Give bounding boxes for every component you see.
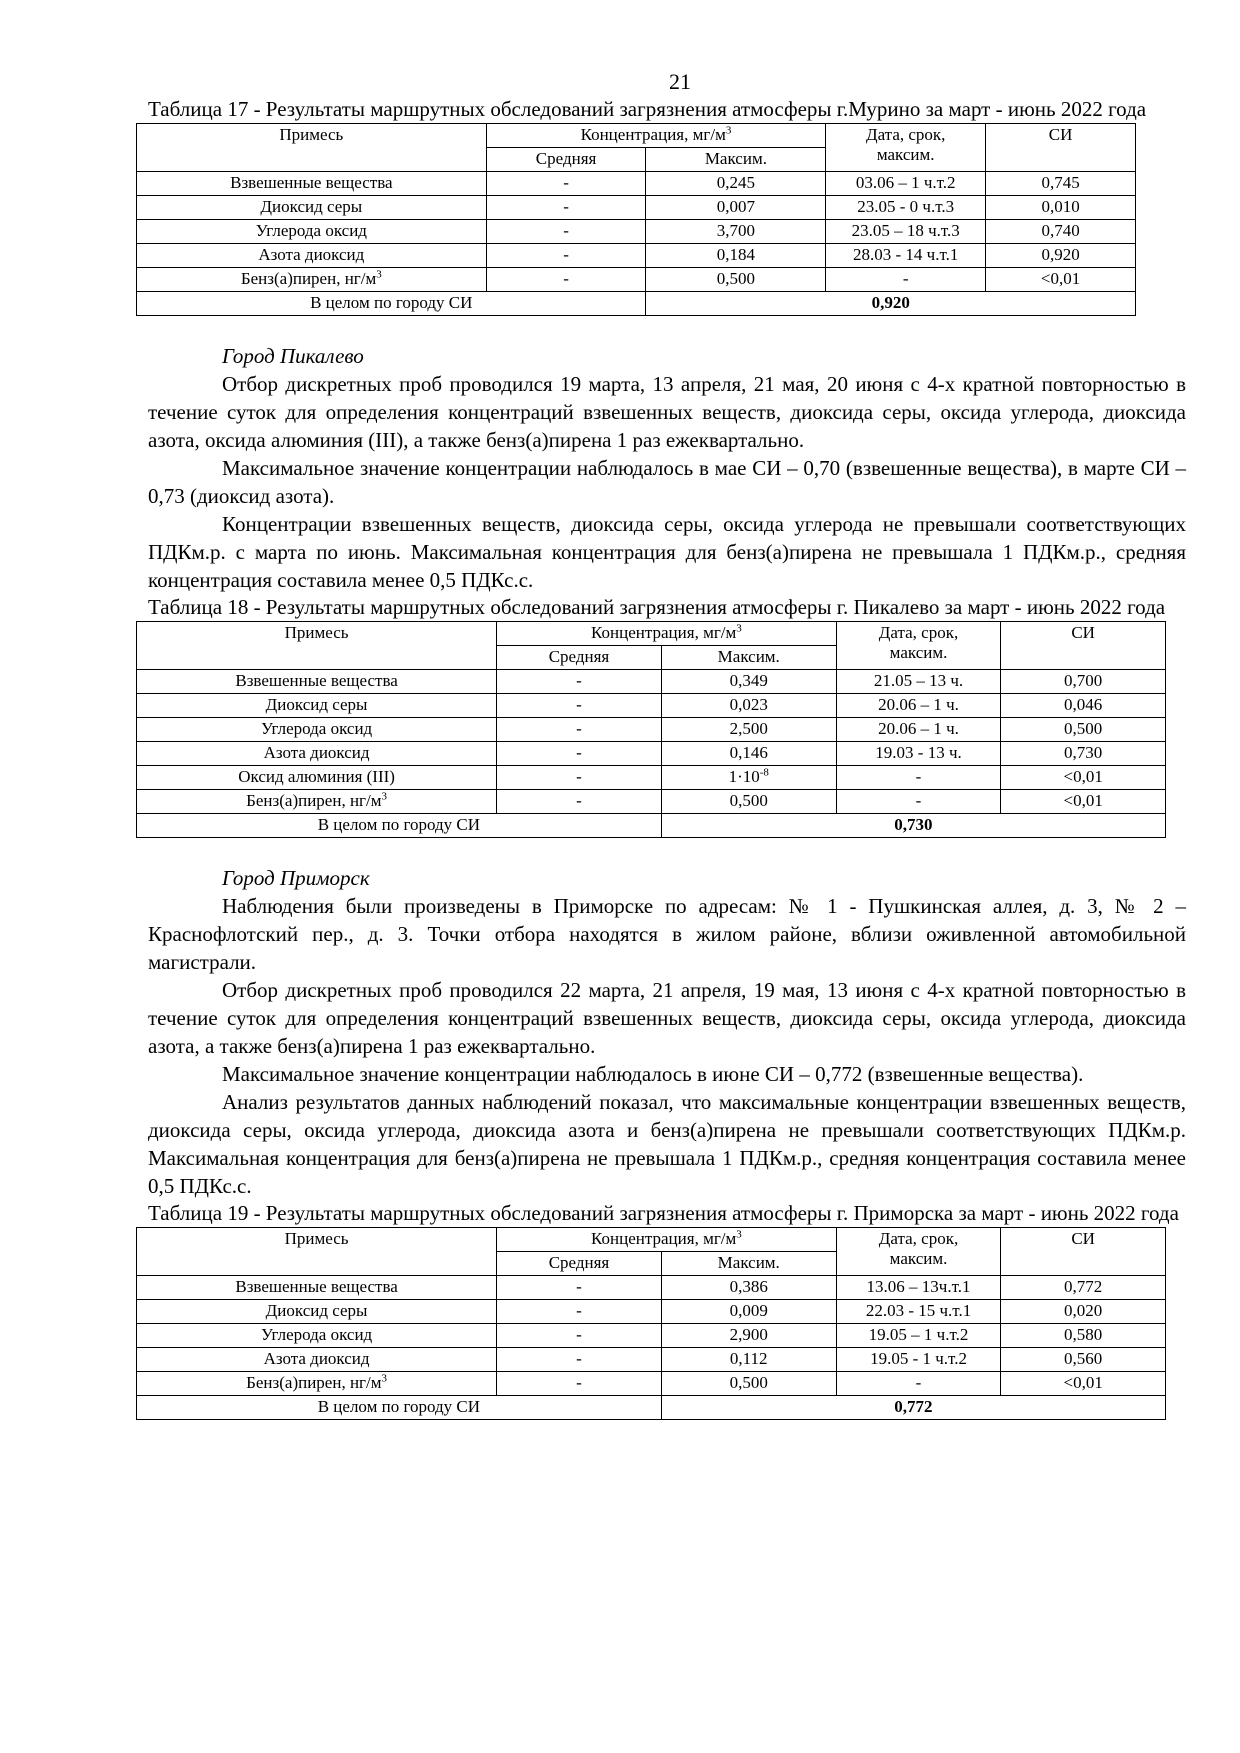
- table-row: [137, 742, 1166, 766]
- substance-name: Углерода оксид: [260, 719, 373, 738]
- header-concentration-text: Концентрация, мг/м: [591, 1229, 737, 1248]
- cell-si: 0,740: [986, 220, 1136, 244]
- cell-max: [661, 742, 836, 766]
- cell-average: -: [497, 1300, 662, 1324]
- total-row: [137, 1396, 1166, 1420]
- table-17-caption: Таблица 17 - Результаты маршрутных обследований загрязнения атмосферы г.Мурино за март - июнь 2022 года: [148, 97, 1147, 121]
- paragraph: Отбор дискретных проб проводился 19 марта, 13 апреля, 21 мая, 20 июня с 4-х кратной повторностью в течение суток для определения концентраций взвешенных веществ, диоксида серы, оксида углерода, диоксида азота, оксида алюминия (III), а также бенз(а)пирена 1 раз ежеквартально.: [148, 372, 1186, 452]
- header-average: Средняя: [486, 148, 646, 172]
- header-concentration-text: Концентрация, мг/м: [580, 125, 726, 144]
- table-row: [137, 244, 1136, 268]
- header-concentration: [486, 124, 826, 148]
- substance-name: Азота диоксид: [263, 1349, 370, 1368]
- table-18-caption: Таблица 18 - Результаты маршрутных обследований загрязнения атмосферы г. Пикалево за март - июнь 2022 года: [148, 595, 1166, 619]
- cell-max: [646, 196, 826, 220]
- table-17: [136, 123, 1136, 316]
- table-row: [137, 1372, 1166, 1396]
- header-max: Максим.: [646, 148, 826, 172]
- cell-max: [661, 694, 836, 718]
- cell-date: 13.06 – 13ч.т.1: [836, 1276, 1001, 1300]
- cell-si: <0,01: [986, 268, 1136, 292]
- paragraph: Концентрации взвешенных веществ, диоксида серы, оксида углерода не превышали соответствующих ПДКм.р. с марта по июнь. Максимальная концентрация для бенз(а)пирена не превышала 1 ПДКм.р., средняя концентрация составила менее 0,5 ПДКс.с.: [148, 512, 1186, 592]
- table-row: [137, 172, 1136, 196]
- max-value: 0,112: [729, 1349, 768, 1368]
- table-row: [137, 1300, 1166, 1324]
- max-value: 0,500: [729, 1373, 768, 1392]
- max-value: 2,900: [729, 1325, 768, 1344]
- cell-substance: [137, 1348, 497, 1372]
- cell-max: [661, 1348, 836, 1372]
- total-label: В целом по городу СИ: [137, 292, 646, 316]
- cell-date: 23.05 - 0 ч.т.3: [826, 196, 986, 220]
- table-row: [137, 790, 1166, 814]
- header-substance: Примесь: [137, 124, 487, 172]
- substance-name: Диоксид серы: [260, 197, 363, 216]
- substance-name: Азота диоксид: [263, 743, 370, 762]
- cell-max: [661, 790, 836, 814]
- header-concentration-sup: 3: [725, 124, 732, 137]
- cell-date: -: [836, 766, 1001, 790]
- cell-max: [646, 268, 826, 292]
- cell-average: -: [497, 694, 662, 718]
- table-row: [137, 670, 1166, 694]
- max-value: 0,349: [729, 671, 768, 690]
- header-concentration: [497, 1228, 837, 1252]
- cell-si: 0,580: [1001, 1324, 1166, 1348]
- cell-si: 0,745: [986, 172, 1136, 196]
- table-19: [136, 1227, 1166, 1420]
- table-row: [137, 718, 1166, 742]
- substance-name: Диоксид серы: [265, 695, 368, 714]
- max-value: 0,386: [729, 1277, 768, 1296]
- cell-si: 0,010: [986, 196, 1136, 220]
- max-value: 0,500: [729, 791, 768, 810]
- substance-name: Взвешенные вещества: [235, 1277, 398, 1296]
- cell-date: -: [826, 268, 986, 292]
- cell-average: -: [497, 670, 662, 694]
- cell-max: [661, 1300, 836, 1324]
- max-value: 2,500: [729, 719, 768, 738]
- cell-max: [661, 670, 836, 694]
- cell-average: -: [497, 766, 662, 790]
- substance-name: Бенз(а)пирен, нг/м: [246, 1373, 382, 1392]
- total-label: В целом по городу СИ: [137, 1396, 662, 1420]
- substance-name: Бенз(а)пирен, нг/м: [240, 269, 377, 288]
- substance-name-sup: 3: [376, 268, 382, 281]
- cell-date: 03.06 – 1 ч.т.2: [826, 172, 986, 196]
- cell-substance: [137, 790, 497, 814]
- header-row: [137, 622, 1166, 646]
- header-si: СИ: [986, 124, 1136, 172]
- document-page: [148, 68, 1186, 1420]
- cell-average: -: [497, 790, 662, 814]
- cell-si: 0,772: [1001, 1276, 1166, 1300]
- cell-max: [646, 244, 826, 268]
- cell-max: [661, 1372, 836, 1396]
- max-value: 0,146: [729, 743, 768, 762]
- cell-substance: [137, 694, 497, 718]
- cell-average: -: [486, 196, 646, 220]
- substance-name: Углерода оксид: [255, 221, 367, 240]
- header-max: Максим.: [661, 646, 836, 670]
- substance-name: Бенз(а)пирен, нг/м: [246, 791, 382, 810]
- cell-average: -: [486, 172, 646, 196]
- paragraph: Наблюдения были произведены в Приморске по адресам: № 1 - Пушкинская аллея, д. 3, № 2 – Краснофлотский пер., д. 3. Точки отбора находятся в жилом районе, вблизи оживленной автомобильной магистрали.: [148, 894, 1186, 974]
- cell-substance: [137, 244, 487, 268]
- city-heading-pikalevo: Город Пикалево: [222, 344, 364, 368]
- cell-date: 19.03 - 13 ч.: [836, 742, 1001, 766]
- cell-average: -: [497, 1324, 662, 1348]
- max-value: 0,245: [716, 173, 756, 192]
- cell-date: 28.03 - 14 ч.т.1: [826, 244, 986, 268]
- max-value: 0,500: [716, 269, 756, 288]
- cell-substance: [137, 1372, 497, 1396]
- header-average: Средняя: [497, 646, 662, 670]
- table-18: [136, 621, 1166, 838]
- cell-max: [661, 766, 836, 790]
- paragraph: Анализ результатов данных наблюдений показал, что максимальные концентрации взвешенных веществ, диоксида серы, оксида углерода, диоксида азота и бенз(а)пирена не превышали соответствующих ПДКм.р. Максимальная концентрация для бенз(а)пирена не превышала 1 ПДКм.р., средняя концентрация составила менее 0,5 ПДКс.с.: [148, 1090, 1186, 1198]
- total-row: [137, 814, 1166, 838]
- header-date: Дата, срок, максим.: [836, 622, 1001, 670]
- cell-average: -: [497, 718, 662, 742]
- cell-average: -: [486, 268, 646, 292]
- cell-substance: [137, 670, 497, 694]
- cell-max: [646, 220, 826, 244]
- page-number: 21: [669, 69, 691, 94]
- table-row: [137, 220, 1136, 244]
- primorsk-text: [148, 892, 1186, 1200]
- header-substance: Примесь: [137, 622, 497, 670]
- cell-max: [661, 1276, 836, 1300]
- header-substance: Примесь: [137, 1228, 497, 1276]
- cell-average: -: [486, 220, 646, 244]
- cell-substance: [137, 1300, 497, 1324]
- pikalevo-text: [148, 370, 1186, 594]
- header-concentration-sup: 3: [736, 622, 742, 635]
- cell-date: 23.05 – 18 ч.т.3: [826, 220, 986, 244]
- cell-si: 0,700: [1001, 670, 1166, 694]
- cell-date: -: [836, 1372, 1001, 1396]
- paragraph: Отбор дискретных проб проводился 22 марта, 21 апреля, 19 мая, 13 июня с 4-х кратной повторностью в течение суток для определения концентраций взвешенных веществ, диоксида серы, оксида углерода, диоксида азота, а также бенз(а)пирена 1 раз ежеквартально.: [148, 978, 1186, 1058]
- cell-average: -: [486, 244, 646, 268]
- cell-date: 19.05 – 1 ч.т.2: [836, 1324, 1001, 1348]
- header-si: СИ: [1001, 1228, 1166, 1276]
- substance-name: Диоксид серы: [265, 1301, 368, 1320]
- cell-substance: [137, 172, 487, 196]
- cell-average: -: [497, 1372, 662, 1396]
- cell-date: 19.05 - 1 ч.т.2: [836, 1348, 1001, 1372]
- total-row: [137, 292, 1136, 316]
- cell-substance: [137, 1276, 497, 1300]
- cell-max: [646, 172, 826, 196]
- cell-si: 0,560: [1001, 1348, 1166, 1372]
- table-row: [137, 1324, 1166, 1348]
- substance-name: Азота диоксид: [258, 245, 365, 264]
- cell-si: <0,01: [1001, 766, 1166, 790]
- paragraph: Максимальное значение концентрации наблюдалось в мае СИ – 0,70 (взвешенные вещества), в марте СИ – 0,73 (диоксид азота).: [148, 456, 1186, 508]
- cell-max: [661, 1324, 836, 1348]
- header-row: [137, 1228, 1166, 1252]
- header-concentration: [497, 622, 837, 646]
- cell-si: 0,500: [1001, 718, 1166, 742]
- max-value-sup: -8: [759, 766, 769, 779]
- table-row: [137, 1348, 1166, 1372]
- cell-substance: [137, 268, 487, 292]
- substance-name: Взвешенные вещества: [235, 671, 398, 690]
- table-19-caption: Таблица 19 - Результаты маршрутных обследований загрязнения атмосферы г. Приморска за март - июнь 2022 года: [148, 1201, 1179, 1225]
- cell-si: 0,020: [1001, 1300, 1166, 1324]
- max-value: 1·10: [728, 767, 760, 786]
- table-row: [137, 196, 1136, 220]
- cell-substance: [137, 742, 497, 766]
- header-concentration-sup: 3: [736, 1228, 742, 1241]
- cell-substance: [137, 766, 497, 790]
- paragraph: Максимальное значение концентрации наблюдалось в июне СИ – 0,772 (взвешенные вещества).: [222, 1062, 1084, 1086]
- cell-si: 0,046: [1001, 694, 1166, 718]
- header-si: СИ: [1001, 622, 1166, 670]
- total-value: 0,772: [661, 1396, 1165, 1420]
- max-value: 3,700: [716, 221, 756, 240]
- header-date: Дата, срок, максим.: [826, 124, 986, 172]
- substance-name-sup: 3: [381, 1372, 388, 1385]
- cell-date: 20.06 – 1 ч.: [836, 718, 1001, 742]
- header-max: Максим.: [661, 1252, 836, 1276]
- total-label: В целом по городу СИ: [137, 814, 662, 838]
- max-value: 0,023: [729, 695, 768, 714]
- substance-name: Оксид алюминия (III): [238, 767, 395, 786]
- cell-average: -: [497, 742, 662, 766]
- cell-si: <0,01: [1001, 790, 1166, 814]
- header-row: [137, 124, 1136, 148]
- cell-substance: [137, 220, 487, 244]
- cell-substance: [137, 718, 497, 742]
- cell-date: 22.03 - 15 ч.т.1: [836, 1300, 1001, 1324]
- cell-date: -: [836, 790, 1001, 814]
- total-value: 0,730: [661, 814, 1165, 838]
- cell-average: -: [497, 1348, 662, 1372]
- header-average: Средняя: [497, 1252, 662, 1276]
- table-row: [137, 1276, 1166, 1300]
- header-date: Дата, срок, максим.: [836, 1228, 1001, 1276]
- max-value: 0,184: [716, 245, 756, 264]
- header-concentration-text: Концентрация, мг/м: [591, 623, 737, 642]
- substance-name: Взвешенные вещества: [230, 173, 393, 192]
- table-row: [137, 268, 1136, 292]
- total-value: 0,920: [646, 292, 1136, 316]
- cell-si: 0,920: [986, 244, 1136, 268]
- cell-max: [661, 718, 836, 742]
- cell-substance: [137, 196, 487, 220]
- max-value: 0,009: [729, 1301, 768, 1320]
- city-heading-primorsk: Город Приморск: [222, 866, 370, 890]
- cell-si: 0,730: [1001, 742, 1166, 766]
- max-value: 0,007: [716, 197, 756, 216]
- substance-name-sup: 3: [381, 790, 388, 803]
- cell-date: 20.06 – 1 ч.: [836, 694, 1001, 718]
- cell-substance: [137, 1324, 497, 1348]
- cell-si: <0,01: [1001, 1372, 1166, 1396]
- table-row: [137, 766, 1166, 790]
- substance-name: Углерода оксид: [260, 1325, 373, 1344]
- cell-date: 21.05 – 13 ч.: [836, 670, 1001, 694]
- cell-average: -: [497, 1276, 662, 1300]
- table-row: [137, 694, 1166, 718]
